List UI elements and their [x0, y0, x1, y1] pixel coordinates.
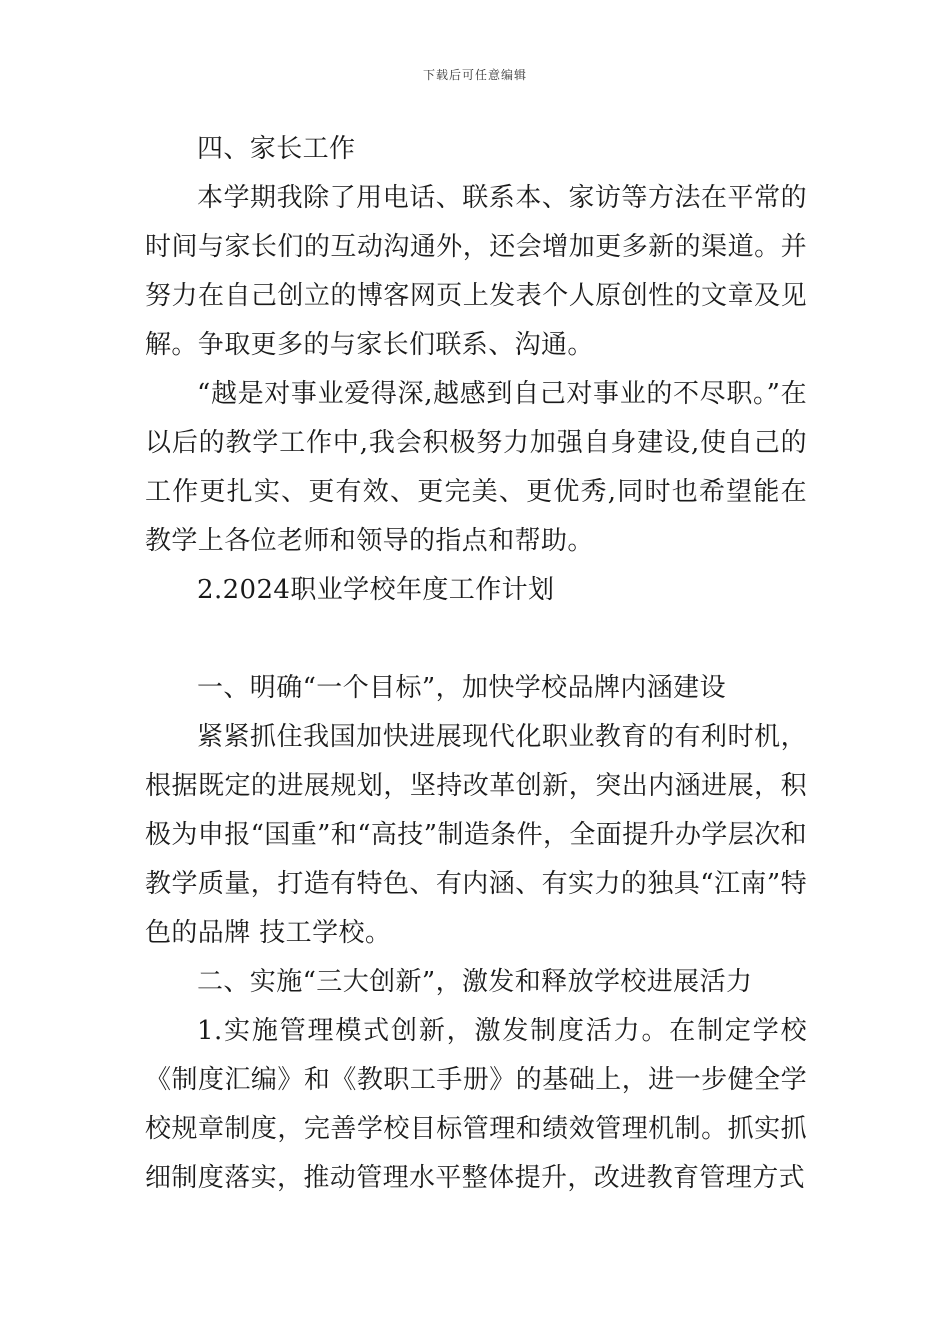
paragraph-management-innovation: 1.实施管理模式创新，激发制度活力。在制定学校《制度汇编》和《教职工手册》的基础上，进一步健全学校规章制度，完善学校目标管理和绩效管理机制。抓实抓细制度落实，推动管理水平整体提升，改进教育管理方式 — [145, 1016, 807, 1193]
section-heading-three-innovations: 二、实施“三大创新”，激发和释放学校进展活力 — [197, 967, 753, 997]
section-heading-parent-work: 四、家长工作 — [197, 134, 356, 164]
paragraph-brand-building: 紧紧抓住我国加快进展现代化职业教育的有利时机，根据既定的进展规划，坚持改革创新，突出内涵进展，积极为申报“国重”和“高技”制造条件，全面提升办学层次和教学质量，打造有特色、有内涵、有实力的独具“江南”特色的品牌 技工学校。 — [145, 722, 807, 948]
paragraph-closing-quote: “越是对事业爱得深,越感到自己对事业的不尽职。”在以后的教学工作中,我会积极努力加强自身建设,使自己的工作更扎实、更有效、更完美、更优秀,同时也希望能在教学上各位老师和领导的指点和帮助。 — [145, 379, 807, 556]
section-heading-one-goal: 一、明确“一个目标”，加快学校品牌内涵建设 — [197, 673, 726, 703]
document-title-work-plan: 2.2024职业学校年度工作计划 — [197, 575, 555, 605]
page-header-note: 下载后可任意编辑 — [422, 68, 527, 82]
paragraph-parent-communication: 本学期我除了用电话、联系本、家访等方法在平常的时间与家长们的互动沟通外，还会增加更多新的渠道。并努力在自己创立的博客网页上发表个人原创性的文章及见解。争取更多的与家长们联系、沟通。 — [145, 183, 807, 360]
blank-line — [145, 615, 807, 664]
document-body — [145, 125, 807, 1203]
